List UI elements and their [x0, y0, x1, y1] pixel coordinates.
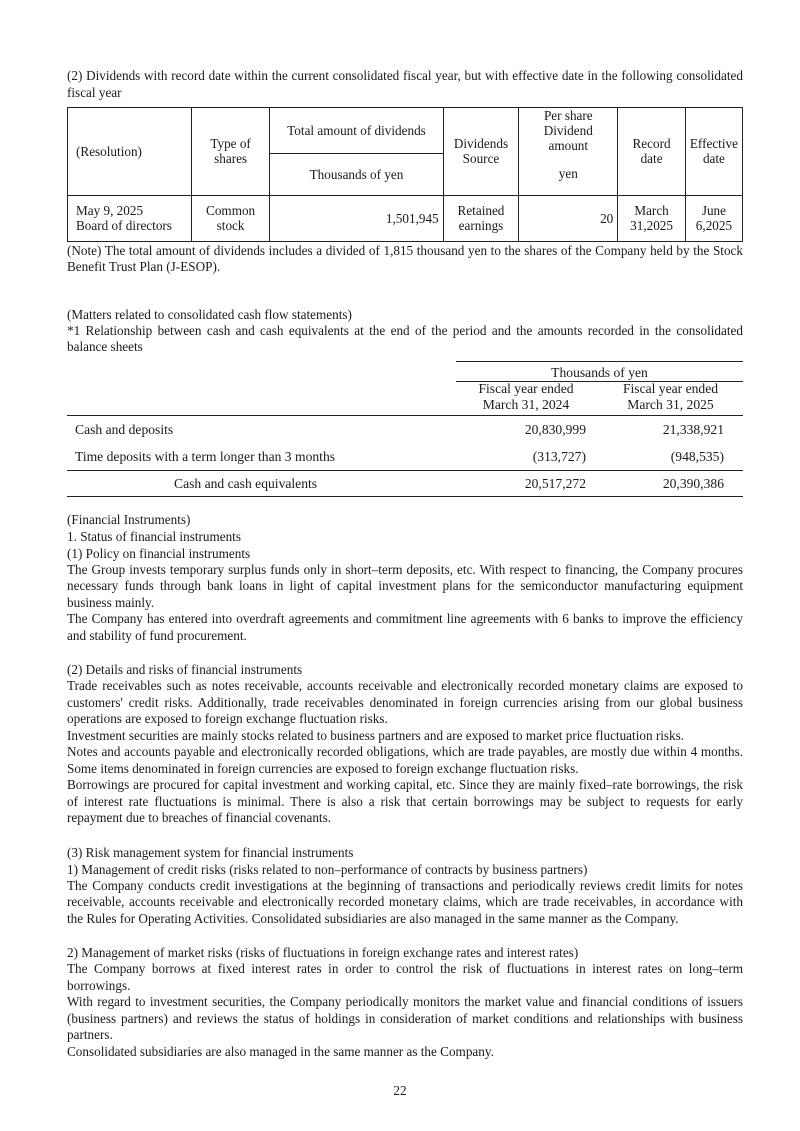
- policy-heading: (1) Policy on financial instruments: [67, 545, 251, 561]
- row-source-line1: Retained: [457, 203, 505, 218]
- credit-risk-paragraph: The Company conducts credit investigations at the beginning of transactions and periodically reviews credit limits for notes receivable, accounts receivable and electronically recorded monetary claims, which are trade receivables, in accordance with the Rules for Operating Activities. Consolidated subsidiaries are also managed in the same manner as the Company.: [67, 877, 743, 926]
- financial-status-heading: 1. Status of financial instruments: [67, 528, 241, 544]
- cf-unit: Thousands of yen: [551, 364, 648, 380]
- row-resolution-date: May 9, 2025: [76, 203, 144, 218]
- cf-col1-line2: March 31, 2024: [482, 396, 570, 412]
- policy-paragraph-2: The Company has entered into overdraft agreements and commitment line agreements with 6 banks to improve the efficiency and stability of fund procurement.: [67, 611, 743, 643]
- market-risk-paragraph-1: The Company borrows at fixed interest rates in order to control the risk of fluctuations in interest rates on long–term borrowings.: [67, 961, 743, 993]
- header-dividends-source: Dividends Source: [443, 108, 519, 196]
- cf-row-value-2025: (948,535): [670, 448, 724, 464]
- cf-row-value-2024: 20,830,999: [524, 421, 586, 437]
- dividends-table: [67, 107, 743, 242]
- page-number: 22: [393, 1083, 407, 1098]
- cf-row-label: Cash and cash equivalents: [174, 475, 318, 491]
- cf-bottom-rule: [67, 496, 743, 497]
- market-risk-paragraph-3: Consolidated subsidiaries are also managed in the same manner as the Company.: [67, 1043, 494, 1059]
- details-paragraph-1: Trade receivables such as notes receivable, accounts receivable and electronically recorded monetary claims are exposed to customers' credit risks. Additionally, trade receivables denominated in foreign currencies arising from our global business operations are exposed to foreign exchange fluctuation risks.: [67, 678, 743, 726]
- details-paragraph-2: Investment securities are mainly stocks related to business partners and are exposed to market price fluctuation risks.: [67, 727, 685, 743]
- header-per-share: Per share Dividend amount: [519, 108, 618, 154]
- dividends-note: (Note) The total amount of dividends includes a divided of 1,815 thousand yen to the shares of the Company held by the Stock Benefit Trust Plan (J-ESOP).: [67, 242, 743, 274]
- header-effective-date: Effective date: [685, 108, 742, 196]
- credit-risk-heading: 1) Management of credit risks (risks related to non–performance of contracts by business partners): [67, 861, 588, 877]
- cf-col2-line2: March 31, 2025: [627, 396, 714, 412]
- policy-paragraph-1: The Group invests temporary surplus funds only in short–term deposits, etc. With respect to financing, the Company procures necessary funds through bank loans in light of capital investment plans for the semiconductor manufacturing equipment business mainly.: [67, 561, 743, 610]
- header-resolution: (Resolution): [68, 108, 192, 196]
- row-resolution: [68, 195, 192, 241]
- row-record-line1: March: [634, 203, 669, 218]
- cf-row-value-2025: 21,338,921: [662, 421, 724, 437]
- details-heading: (2) Details and risks of financial instruments: [67, 662, 303, 677]
- header-type-of-shares: Type of shares: [191, 108, 269, 196]
- row-record: [618, 195, 686, 241]
- cf-col1-line1: Fiscal year ended: [478, 380, 574, 396]
- risk-heading: (3) Risk management system for financial instruments: [67, 844, 354, 860]
- row-type: [191, 195, 269, 241]
- cf-row-label: Cash and deposits: [75, 421, 174, 437]
- row-source-line2: earnings: [458, 218, 504, 233]
- row-type-line2: stock: [216, 218, 245, 233]
- details-paragraph-4: Borrowings are procured for capital investment and working capital, etc. Since they are mainly fixed–rate borrowings, the risk of interest rate fluctuations is minimal. There is also a risk that certain borrowings may be subject to requests for early repayment due to breaches of financial covenants.: [67, 777, 743, 825]
- market-risk-heading: 2) Management of market risks (risks of fluctuations in foreign exchange rates and interest rates): [67, 945, 579, 960]
- cashflow-table: [67, 360, 743, 500]
- row-total: 1,501,945: [270, 195, 443, 241]
- row-effective: [685, 195, 742, 241]
- cashflow-intro: *1 Relationship between cash and cash equivalents at the end of the period and the amounts recorded in the consolidated balance sheets: [67, 322, 743, 354]
- header-record-date: Record date: [618, 108, 686, 196]
- cf-header-rule: [67, 415, 743, 416]
- document-page: [67, 68, 743, 1060]
- cf-row-label: Time deposits with a term longer than 3 months: [75, 448, 336, 464]
- cf-subtotal-rule: [67, 470, 743, 471]
- row-per-share: 20: [519, 195, 618, 241]
- details-paragraph-3: Notes and accounts payable and electronically recorded obligations, which are trade payables, are mostly due within 4 months. Some items denominated in foreign currencies are exposed to foreign exchange fluctuation risks.: [67, 744, 743, 776]
- cf-row-value-2024: (313,727): [532, 448, 586, 464]
- row-type-line1: Common: [206, 203, 256, 218]
- cf-col2-line1: Fiscal year ended: [622, 380, 719, 396]
- row-source: [443, 195, 519, 241]
- market-risk-paragraph-2: With regard to investment securities, the Company periodically monitors the market value and financial conditions of issuers (business partners) and reviews the status of holdings in consideration of market conditions and relationships with business partners.: [67, 994, 743, 1042]
- header-per-share-unit: yen: [519, 153, 618, 195]
- row-effective-line2: 6,2025: [695, 218, 733, 233]
- cf-top-rule: [456, 361, 743, 362]
- row-resolution-body: Board of directors: [76, 218, 172, 233]
- cf-row-value-2025: 20,390,386: [662, 475, 724, 491]
- row-effective-line1: June: [701, 203, 727, 218]
- row-record-line2: 31,2025: [630, 218, 673, 233]
- header-total-amount: Total amount of dividends: [270, 108, 443, 154]
- cf-row-value-2024: 20,517,272: [524, 475, 586, 491]
- dividends-heading: (2) Dividends with record date within the current consolidated fiscal year, but with effective date in the following consolidated fiscal year: [67, 68, 743, 100]
- financial-section-title: (Financial Instruments): [67, 511, 191, 527]
- header-total-unit: Thousands of yen: [270, 153, 443, 195]
- cashflow-section-title: (Matters related to consolidated cash flow statements): [67, 306, 352, 322]
